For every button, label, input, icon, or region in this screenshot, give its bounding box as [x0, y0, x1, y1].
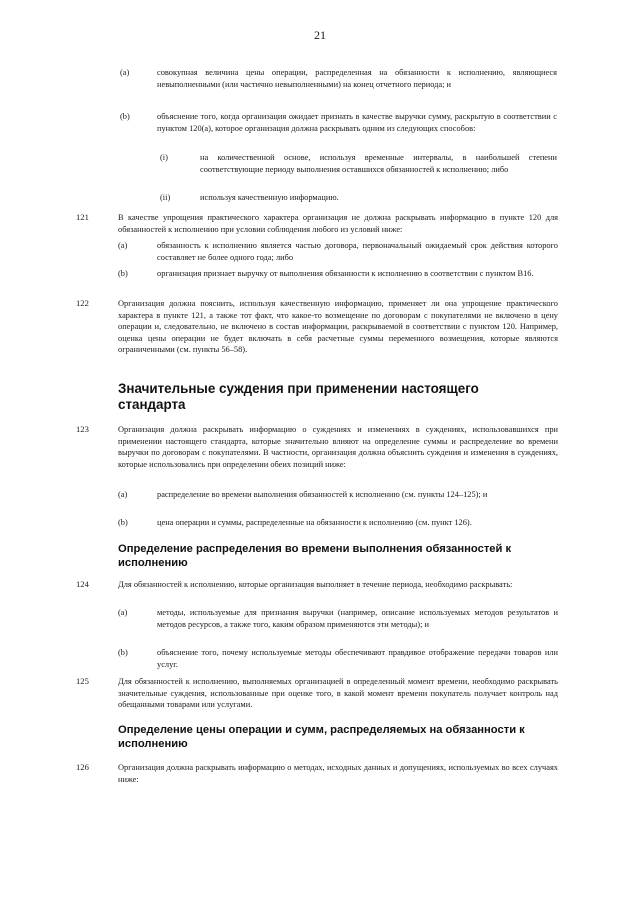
paragraph-text: Для обязанностей к исполнению, выполняемых организацией в определенный момент времени, необходимо раскрывать значительные суждения, использованные при оценке того, в какой момент времени покупатель получает контроль над обещанными товарами или услугами.	[118, 677, 558, 710]
section-heading: Значительные суждения при применении настоящего стандарта	[118, 381, 479, 412]
list-item-text: объяснение того, когда организация ожидает признать в качестве выручки сумму, раскрытую в соответствии с пунктом 120(a), которое организация должна раскрывать одним из следующих способов:	[157, 112, 557, 133]
subsection-heading: Определение цены операции и сумм, распределяемых на обязанности к исполнению	[118, 724, 525, 750]
list-item-label: (b)	[118, 648, 128, 657]
paragraph-number: 121	[76, 212, 89, 222]
paragraph-text: Организация должна раскрывать информацию о суждениях и изменениях в суждениях, использовавшихся при применении настоящего стандарта, которые значительно влияют на определение суммы и распределение во времени выручки по договорам с покупателями. В частности, организация должна объяснить суждения и изменения в суждениях, которые использовались при определении обеих позиций ниже:	[118, 425, 558, 469]
sub-item-label: (ii)	[160, 193, 171, 202]
paragraph-text: Организация должна пояснить, используя качественную информацию, применяет ли она упрощение практического характера в пункте 121, а также тот факт, что какое-то возмещение по договорам с покупателями не включено в цену операции и, следовательно, не включено в состав информации, раскрываемой в соответствии с пунктом 120. Например, оценка цены операции не будет включать в себя расчетные суммы переменного возмещения, которые являются ограниченными (см. пункты 56–58).	[118, 299, 558, 355]
paragraph-text: В качестве упрощения практического характера организация не должна раскрывать информацию в пункте 120 для обязанностей к исполнению при условии соблюдения любого из условий ниже:	[118, 213, 558, 234]
list-item-text: объяснение того, почему используемые методы обеспечивают правдивое отображение передачи товаров или услуг.	[157, 648, 558, 669]
list-item-text: организация признает выручку от выполнения обязанности к исполнению в соответствии с пунктом В16.	[157, 269, 534, 278]
paragraph-number: 125	[76, 676, 89, 686]
list-item-label: (a)	[118, 608, 128, 617]
paragraph-number: 126	[76, 762, 89, 772]
paragraph-number: 122	[76, 298, 89, 308]
list-item-label: (a)	[118, 490, 128, 499]
paragraph-number: 124	[76, 579, 89, 589]
list-item-text: цена операции и суммы, распределенные на обязанности к исполнению (см. пункт 126).	[157, 518, 472, 527]
paragraph-text: Для обязанностей к исполнению, которые организация выполняет в течение периода, необходимо раскрывать:	[118, 580, 513, 589]
paragraph-number: 123	[76, 424, 89, 434]
list-item-text: совокупная величина цены операции, распределенная на обязанности к исполнению, являющиеся невыполненными (или частично невыполненными) на конец отчетного периода; и	[157, 68, 557, 89]
subsection-heading: Определение распределения во времени выполнения обязанностей к исполнению	[118, 543, 512, 569]
list-item-label: (a)	[120, 68, 130, 77]
sub-item-text: на количественной основе, используя временные интервалы, в наибольшей степени соответствующие периоду выполнения оставшихся обязанностей к исполнению; либо	[200, 153, 557, 174]
list-item-label: (a)	[118, 241, 128, 250]
list-item-text: распределение во времени выполнения обязанностей к исполнению (см. пункты 124–125); и	[157, 490, 488, 499]
page-number: 21	[314, 28, 326, 42]
paragraph-text: Организация должна раскрывать информацию о методах, исходных данных и допущениях, используемых во всех случаях ниже:	[118, 763, 558, 784]
list-item-label: (b)	[120, 112, 130, 121]
list-item-label: (b)	[118, 269, 128, 278]
list-item-text: обязанность к исполнению является частью договора, первоначальный ожидаемый срок действия которого составляет не более одного года; либо	[157, 241, 558, 262]
list-item-label: (b)	[118, 518, 128, 527]
sub-item-text: используя качественную информацию.	[200, 193, 339, 202]
list-item-text: методы, используемые для признания выручки (например, описание используемых методов результатов и методов ресурсов, а также того, каким образом применяются эти методы); и	[157, 608, 558, 629]
sub-item-label: (i)	[160, 153, 168, 162]
